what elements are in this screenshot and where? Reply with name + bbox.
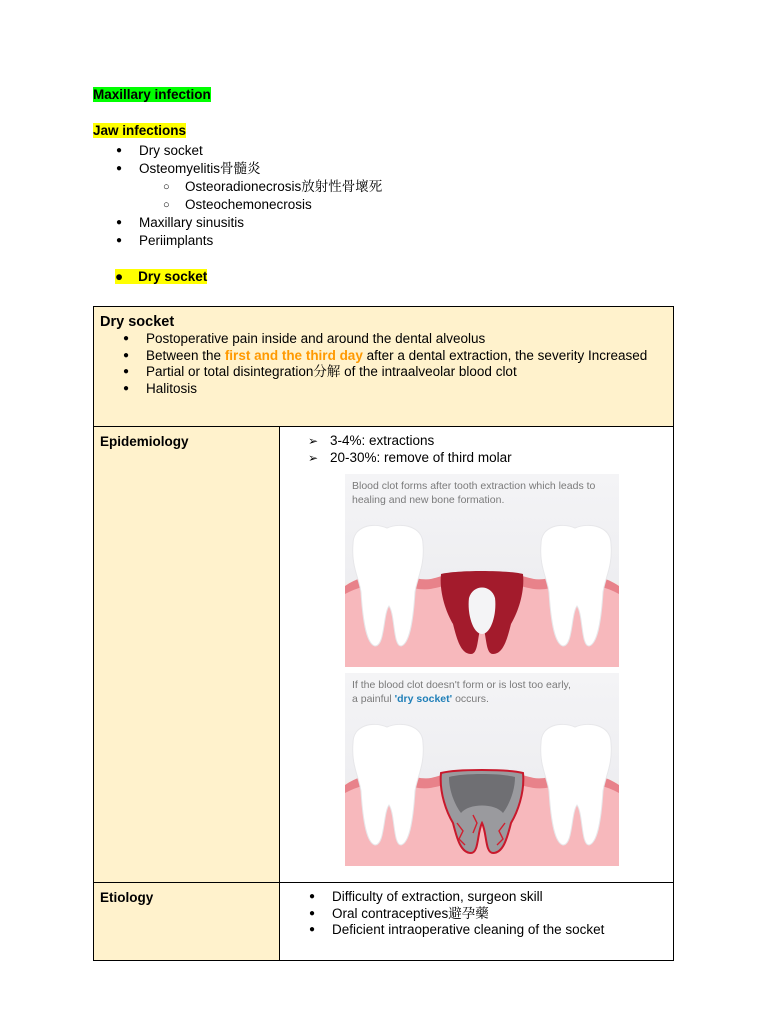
list-item-text: Difficulty of extraction, surgeon skill <box>332 889 543 904</box>
list-item <box>332 922 673 939</box>
illustration-caption-line <box>352 693 489 705</box>
heading-maxillary-infection-text: Maxillary infection <box>93 87 211 102</box>
caption-part: a painful <box>352 693 395 705</box>
list-item-text: Maxillary sinusitis <box>139 215 245 230</box>
list-item <box>139 142 382 160</box>
list-item-text: Halitosis <box>146 380 198 396</box>
list-item <box>330 450 673 467</box>
list-item-text: Periimplants <box>139 233 214 248</box>
list-item-text: Dry socket <box>139 143 203 158</box>
sub-list-item-text: Osteoradionecrosis放射性骨壞死 <box>185 179 383 194</box>
list-item <box>332 889 673 906</box>
etiology-label-cell <box>94 883 280 961</box>
list-item-text: Osteomyelitis骨髓炎 <box>139 161 261 176</box>
heading-jaw-infections-text: Jaw infections <box>93 123 187 138</box>
etiology-content-cell <box>280 883 674 961</box>
list-item-text: Deficient intraoperative cleaning of the socket <box>332 922 605 937</box>
dry-socket-illustration <box>345 673 619 866</box>
caption-highlight: 'dry socket' <box>394 693 453 705</box>
epidemiology-label-cell <box>94 427 280 883</box>
list-item <box>146 331 667 348</box>
heading-jaw-infections <box>93 123 186 138</box>
heading-maxillary-infection <box>93 87 211 102</box>
table-title: Dry socket <box>100 314 175 330</box>
list-item-text: Partial or total disintegration分解 of the intraalveolar blood clot <box>146 364 517 379</box>
list-item-text: 3-4%: extractions <box>330 433 435 448</box>
highlighted-bullet <box>115 269 207 284</box>
highlighted-phrase: first and the third day <box>224 347 363 363</box>
epidemiology-content-cell <box>280 427 674 883</box>
sub-list-item <box>185 178 382 196</box>
list-item-text: 20-30%: remove of third molar <box>330 449 512 465</box>
illustration-caption-line: healing and new bone formation. <box>352 494 505 506</box>
dry-socket-table <box>93 306 674 961</box>
illustration-caption-line: If the blood clot doesn't form or is lost too early, <box>352 679 571 691</box>
list-item <box>139 160 382 178</box>
list-item <box>146 364 667 381</box>
highlighted-bullet-text: ● Dry socket <box>115 269 208 284</box>
dry-socket-characteristics <box>146 331 667 397</box>
list-item <box>330 433 673 450</box>
list-item-text: Between the <box>146 347 225 363</box>
illustration-caption-line: Blood clot forms after tooth extraction which leads to <box>352 480 596 492</box>
list-item <box>332 906 673 923</box>
highlighted-bullet-label: Dry socket <box>138 269 208 284</box>
caption-part: occurs. <box>452 693 489 705</box>
epidemiology-stats <box>330 433 673 466</box>
blood-clot-illustration <box>345 474 619 667</box>
list-item <box>139 214 382 232</box>
sub-list-item-text: Osteochemonecrosis <box>185 197 312 212</box>
list-item <box>146 348 667 365</box>
etiology-list <box>332 889 673 939</box>
list-item-text: Oral contraceptives避孕藥 <box>332 905 489 921</box>
list-item-text: after a dental extraction, the severity Increased <box>362 347 648 363</box>
jaw-infections-list <box>139 142 382 250</box>
etiology-label: Etiology <box>100 890 154 905</box>
list-item-text: Postoperative pain inside and around the dental alveolus <box>146 331 486 346</box>
list-item <box>139 232 382 250</box>
table-header-cell <box>94 307 674 427</box>
epidemiology-label: Epidemiology <box>100 434 189 449</box>
sub-list-item <box>185 196 382 214</box>
list-item <box>146 381 667 398</box>
